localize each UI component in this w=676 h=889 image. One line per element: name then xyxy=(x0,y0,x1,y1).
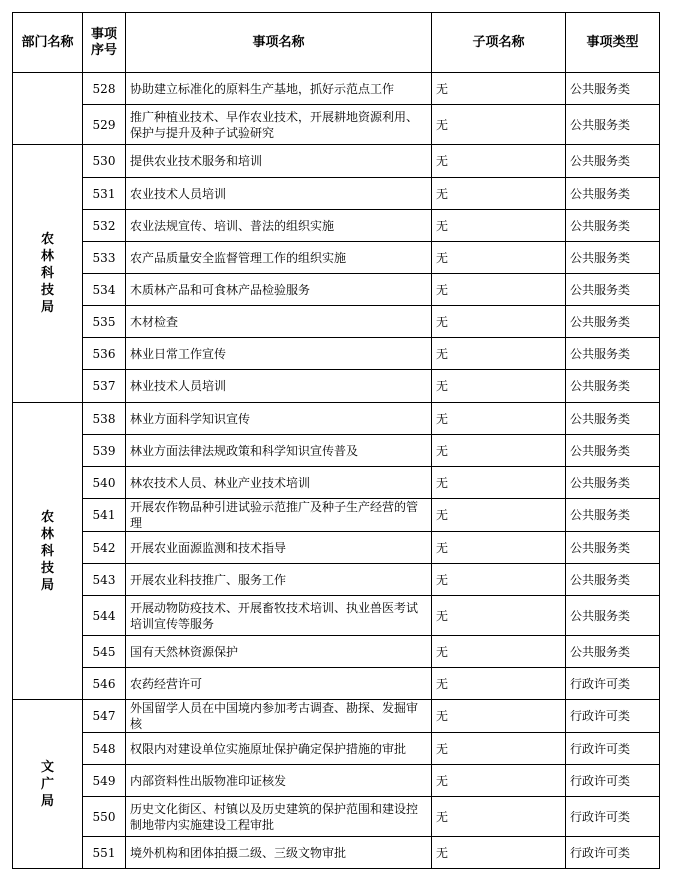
table-row xyxy=(13,499,660,532)
seq-cell: 528 xyxy=(83,73,126,105)
sub-cell: 无 xyxy=(432,636,566,668)
table-row xyxy=(13,306,660,338)
seq-cell: 538 xyxy=(83,403,126,435)
sub-cell: 无 xyxy=(432,306,566,338)
name-cell: 协助建立标准化的原料生产基地，抓好示范点工作 xyxy=(126,73,432,105)
sub-cell: 无 xyxy=(432,73,566,105)
name-cell: 开展农业面源监测和技术指导 xyxy=(126,532,432,564)
seq-cell: 545 xyxy=(83,636,126,668)
matters-table xyxy=(12,12,660,869)
seq-cell: 540 xyxy=(83,467,126,499)
sub-cell: 无 xyxy=(432,797,566,837)
name-cell: 提供农业技术服务和培训 xyxy=(126,145,432,178)
table-row xyxy=(13,564,660,596)
table-row xyxy=(13,435,660,467)
header-type: 事项类型 xyxy=(566,13,660,73)
dept-name: 农林科技局 xyxy=(40,509,54,593)
seq-cell: 548 xyxy=(83,733,126,765)
name-cell: 林业方面科学知识宣传 xyxy=(126,403,432,435)
header-sub: 子项名称 xyxy=(432,13,566,73)
sub-cell: 无 xyxy=(432,210,566,242)
sub-cell: 无 xyxy=(432,435,566,467)
seq-cell: 530 xyxy=(83,145,126,178)
seq-cell: 537 xyxy=(83,370,126,403)
table-row xyxy=(13,370,660,403)
seq-cell: 532 xyxy=(83,210,126,242)
type-cell: 行政许可类 xyxy=(566,733,660,765)
type-cell: 行政许可类 xyxy=(566,700,660,733)
sub-cell: 无 xyxy=(432,837,566,869)
sub-cell: 无 xyxy=(432,403,566,435)
type-cell: 公共服务类 xyxy=(566,105,660,145)
header-seq xyxy=(83,13,126,73)
type-cell: 公共服务类 xyxy=(566,564,660,596)
seq-cell: 543 xyxy=(83,564,126,596)
type-cell: 公共服务类 xyxy=(566,499,660,532)
seq-cell: 531 xyxy=(83,178,126,210)
table-row xyxy=(13,105,660,145)
table-row xyxy=(13,403,660,435)
type-cell: 公共服务类 xyxy=(566,338,660,370)
sub-cell: 无 xyxy=(432,370,566,403)
name-cell: 开展农业科技推广、服务工作 xyxy=(126,564,432,596)
name-cell: 内部资料性出版物准印证核发 xyxy=(126,765,432,797)
sub-cell: 无 xyxy=(432,733,566,765)
seq-cell: 551 xyxy=(83,837,126,869)
sub-cell: 无 xyxy=(432,499,566,532)
table-row xyxy=(13,338,660,370)
seq-cell: 539 xyxy=(83,435,126,467)
header-row xyxy=(13,13,660,73)
name-cell: 农业技术人员培训 xyxy=(126,178,432,210)
table-row xyxy=(13,73,660,105)
sub-cell: 无 xyxy=(432,564,566,596)
name-cell: 林业技术人员培训 xyxy=(126,370,432,403)
header-dept: 部门名称 xyxy=(13,13,83,73)
type-cell: 行政许可类 xyxy=(566,797,660,837)
table-row xyxy=(13,636,660,668)
sub-cell: 无 xyxy=(432,242,566,274)
seq-cell: 533 xyxy=(83,242,126,274)
name-cell: 林农技术人员、林业产业技术培训 xyxy=(126,467,432,499)
name-cell: 外国留学人员在中国境内参加考古调查、勘探、发掘审核 xyxy=(126,700,432,733)
table-row xyxy=(13,274,660,306)
name-cell: 木质林产品和可食林产品检验服务 xyxy=(126,274,432,306)
sub-cell: 无 xyxy=(432,274,566,306)
table-row xyxy=(13,700,660,733)
type-cell: 公共服务类 xyxy=(566,242,660,274)
name-cell: 权限内对建设单位实施原址保护确定保护措施的审批 xyxy=(126,733,432,765)
table-row xyxy=(13,178,660,210)
seq-cell: 534 xyxy=(83,274,126,306)
seq-cell: 544 xyxy=(83,596,126,636)
header-seq-label: 事项序号 xyxy=(90,26,117,58)
sub-cell: 无 xyxy=(432,532,566,564)
seq-cell: 550 xyxy=(83,797,126,837)
name-cell: 国有天然林资源保护 xyxy=(126,636,432,668)
name-cell: 历史文化街区、村镇以及历史建筑的保护范围和建设控制地带内实施建设工程审批 xyxy=(126,797,432,837)
sub-cell: 无 xyxy=(432,700,566,733)
type-cell: 公共服务类 xyxy=(566,636,660,668)
type-cell: 公共服务类 xyxy=(566,370,660,403)
sub-cell: 无 xyxy=(432,105,566,145)
seq-cell: 549 xyxy=(83,765,126,797)
sub-cell: 无 xyxy=(432,467,566,499)
seq-cell: 541 xyxy=(83,499,126,532)
table-row xyxy=(13,797,660,837)
table-row xyxy=(13,532,660,564)
table-row xyxy=(13,733,660,765)
sub-cell: 无 xyxy=(432,178,566,210)
type-cell: 公共服务类 xyxy=(566,306,660,338)
seq-cell: 535 xyxy=(83,306,126,338)
type-cell: 公共服务类 xyxy=(566,403,660,435)
name-cell: 农药经营许可 xyxy=(126,668,432,700)
name-cell: 林业方面法律法规政策和科学知识宣传普及 xyxy=(126,435,432,467)
type-cell: 公共服务类 xyxy=(566,210,660,242)
seq-cell: 536 xyxy=(83,338,126,370)
sub-cell: 无 xyxy=(432,145,566,178)
dept-cell xyxy=(13,73,83,145)
table-row xyxy=(13,210,660,242)
table-row xyxy=(13,145,660,178)
dept-cell xyxy=(13,145,83,403)
sub-cell: 无 xyxy=(432,338,566,370)
dept-name: 农林科技局 xyxy=(40,232,54,315)
seq-cell: 529 xyxy=(83,105,126,145)
name-cell: 木材检查 xyxy=(126,306,432,338)
sub-cell: 无 xyxy=(432,668,566,700)
type-cell: 公共服务类 xyxy=(566,596,660,636)
type-cell: 行政许可类 xyxy=(566,765,660,797)
type-cell: 行政许可类 xyxy=(566,837,660,869)
seq-cell: 547 xyxy=(83,700,126,733)
table-row xyxy=(13,668,660,700)
seq-cell: 546 xyxy=(83,668,126,700)
name-cell: 林业日常工作宣传 xyxy=(126,338,432,370)
sub-cell: 无 xyxy=(432,765,566,797)
table-body xyxy=(13,73,660,869)
name-cell: 农产品质量安全监督管理工作的组织实施 xyxy=(126,242,432,274)
name-cell: 开展农作物品种引进试验示范推广及种子生产经营的管理 xyxy=(126,499,432,532)
header-name: 事项名称 xyxy=(126,13,432,73)
table-row xyxy=(13,837,660,869)
name-cell: 开展动物防疫技术、开展畜牧技术培训、执业兽医考试培训宣传等服务 xyxy=(126,596,432,636)
name-cell: 农业法规宣传、培训、普法的组织实施 xyxy=(126,210,432,242)
type-cell: 行政许可类 xyxy=(566,668,660,700)
type-cell: 公共服务类 xyxy=(566,467,660,499)
table-row xyxy=(13,242,660,274)
dept-cell xyxy=(13,403,83,700)
name-cell: 境外机构和团体拍摄二级、三级文物审批 xyxy=(126,837,432,869)
table-row xyxy=(13,596,660,636)
type-cell: 公共服务类 xyxy=(566,532,660,564)
type-cell: 公共服务类 xyxy=(566,435,660,467)
table-row xyxy=(13,765,660,797)
type-cell: 公共服务类 xyxy=(566,274,660,306)
dept-cell xyxy=(13,700,83,869)
table-row xyxy=(13,467,660,499)
name-cell: 推广种植业技术、早作农业技术，开展耕地资源利用、保护与提升及种子试验研究 xyxy=(126,105,432,145)
type-cell: 公共服务类 xyxy=(566,145,660,178)
sub-cell: 无 xyxy=(432,596,566,636)
type-cell: 公共服务类 xyxy=(566,73,660,105)
seq-cell: 542 xyxy=(83,532,126,564)
dept-name: 文广局 xyxy=(40,759,54,809)
type-cell: 公共服务类 xyxy=(566,178,660,210)
